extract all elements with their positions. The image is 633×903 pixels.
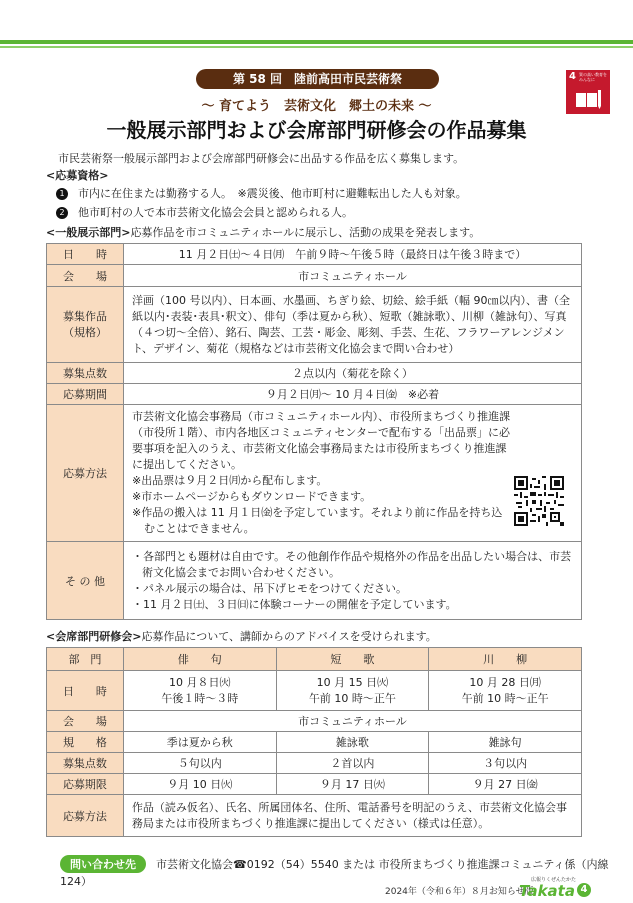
method-line: 市芸術文化協会事務局（市コミュニティホール内）、市役所まちづくり推進課（市役所１階）、市内各地区コミュニティセンターで配布する「出品票」に必要事項を記入のうえ、市芸術文化協会事務局または市役所まちづくり推進課に提出してください。: [132, 410, 511, 471]
column-header: 俳 句: [123, 648, 276, 671]
deadline-cell: ９月 10 日㈫: [123, 774, 276, 795]
other-line: ・パネル展示の場合は、吊下げヒモをつけてください。: [132, 581, 407, 595]
table-row: [47, 753, 582, 774]
contact-tag: 問い合わせ先: [60, 855, 146, 873]
row-label: 応募期限: [47, 774, 124, 795]
exhibition-lead: 応募作品を市コミュニティホールに展示し、活動の成果を発表します。: [130, 226, 481, 239]
table-row: [47, 265, 582, 287]
row-value: ２点以内（菊花を除く）: [124, 363, 582, 384]
method-line: ※作品の搬入は 11 月１日㈮を予定しています。それより前に作品を持ち込むことはできません。: [132, 506, 503, 535]
row-value: [124, 542, 582, 620]
date-cell: [429, 671, 582, 711]
time-line: 午前 10 時〜正午: [461, 691, 549, 705]
row-label: 会 場: [47, 265, 124, 287]
row-label: 募集作品（規格）: [47, 287, 124, 363]
method-cell: 作品（読み仮名）、氏名、所属団体名、住所、電話番号を明記のうえ、市芸術文化協会事務局または市役所まちづくり推進課に提出してください（様式は任意）。: [123, 795, 581, 837]
date-line: 10 月 28 日㈪: [469, 675, 541, 689]
contact-text: 市芸術文化協会☎0192（54）5540 または 市役所まちづくり推進課コミュニティ係（内線124）: [60, 858, 609, 888]
festival-pill: 第 58 回 陸前高田市民芸術祭: [196, 69, 439, 89]
qr-code-icon[interactable]: [514, 476, 564, 526]
column-header: 川 柳: [429, 648, 582, 671]
number-mark-icon: 1: [56, 188, 68, 200]
top-green-stripe: [0, 40, 633, 44]
workshop-table: [46, 647, 582, 837]
row-value: 市コミュニティホール: [124, 265, 582, 287]
table-row: [47, 405, 582, 542]
table-row: [47, 732, 582, 753]
date-line: 10 月 15 日㈫: [316, 675, 389, 689]
spec-cell: 季は夏から秋: [123, 732, 276, 753]
logo-name: Takata: [519, 882, 575, 900]
exhibition-heading: [46, 224, 480, 240]
table-row: [47, 384, 582, 405]
row-label: 日 時: [47, 244, 124, 265]
method-line: ※市ホームページからもダウンロードできます。: [132, 490, 372, 503]
eligibility-heading-text: <応募資格>: [46, 169, 109, 182]
time-line: 午後１時〜３時: [161, 691, 239, 705]
row-value: ９月２日㈪〜 10 月４日㈮ ※必着: [124, 384, 582, 405]
column-header: 部 門: [47, 648, 124, 671]
subtitle: 〜 育てよう 芸術文化 郷土の未来 〜: [201, 99, 432, 114]
count-cell: ２首以内: [276, 753, 429, 774]
exhibition-heading-text: <一般展示部門>: [46, 226, 131, 239]
date-cell: [276, 671, 429, 711]
eligibility-item-text: 他市町村の人で本市芸術文化協会会員と認められる人。: [78, 206, 353, 219]
table-row: [47, 795, 582, 837]
row-label: 募集点数: [47, 753, 124, 774]
other-line: ・各部門とも題材は自由です。その他創作作品や規格外の作品を出品したい場合は、市芸術文化協会までお問い合わせください。: [132, 549, 572, 579]
eligibility-item-1: [56, 185, 467, 201]
spec-cell: 雑詠歌: [276, 732, 429, 753]
count-cell: ５句以内: [123, 753, 276, 774]
row-value: [124, 405, 582, 542]
table-row: [47, 244, 582, 265]
table-row: [47, 287, 582, 363]
table-row: [47, 542, 582, 620]
column-header: 短 歌: [276, 648, 429, 671]
deadline-cell: ９月 17 日㈫: [276, 774, 429, 795]
table-header-row: [47, 648, 582, 671]
takata-logo: [519, 876, 614, 898]
table-row: [47, 774, 582, 795]
eligibility-item-text: 市内に在住または勤務する人。 ※震災後、他市町村に避難転出した人も対象。: [78, 187, 467, 200]
top-band: [0, 0, 633, 46]
table-row: [47, 711, 582, 732]
page-title: 一般展示部門および会席部門研修会の作品募集: [106, 118, 527, 142]
row-label: 応募方法: [47, 795, 124, 837]
workshop-lead: 応募作品について、講師からのアドバイスを受けられます。: [141, 630, 437, 643]
exhibition-table: [46, 243, 582, 620]
sdg-text: 質の高い教育をみんなに: [579, 72, 607, 82]
intro-text: 市民芸術祭一般展示部門および会席部門研修会に出品する作品を広く募集します。: [58, 152, 465, 165]
other-line: ・11 月２日㈯、３日㈰に体験コーナーの開催を予定しています。: [132, 597, 457, 611]
page-number: 4: [577, 883, 591, 897]
eligibility-heading: [46, 167, 108, 183]
workshop-heading-text: <会席部門研修会>: [46, 630, 142, 643]
count-cell: ３句以内: [429, 753, 582, 774]
row-label: そ の 他: [47, 542, 124, 620]
row-value: 洋画（100 号以内）、日本画、水墨画、ちぎり絵、切絵、絵手紙（幅 90㎝以内）、書（全紙以内･表装･表具･釈文）、俳句（季は夏から秋）、短歌（雑詠歌）、川柳（雑詠句）、写真（４つ切〜全倍）、銘石、陶芸、工芸・彫金、彫刻、手芸、生花、フラワーアレンジメント、デザイン、菊花（規格などは市芸術文化協会まで問い合わせ）: [124, 287, 582, 363]
row-label: 募集点数: [47, 363, 124, 384]
venue-cell: 市コミュニティホール: [123, 711, 581, 732]
row-label: 応募方法: [47, 405, 124, 542]
workshop-heading: [46, 628, 437, 644]
eligibility-item-2: [56, 204, 353, 220]
method-line: ※出品票は９月２日㈪から配布します。: [132, 474, 328, 487]
number-mark-icon: 2: [56, 207, 68, 219]
row-label: 会 場: [47, 711, 124, 732]
row-value: 11 月２日㈯〜４日㈪ 午前９時〜午後５時（最終日は午後３時まで）: [124, 244, 582, 265]
date-cell: [123, 671, 276, 711]
top-light-stripe: [0, 46, 633, 48]
table-row: [47, 363, 582, 384]
row-label: 応募期間: [47, 384, 124, 405]
time-line: 午前 10 時〜正午: [308, 691, 396, 705]
deadline-cell: ９月 27 日㈮: [429, 774, 582, 795]
row-label: 日 時: [47, 671, 124, 711]
logo-subtitle: 広報りくぜんたかた: [531, 877, 577, 883]
sdg-number: 4: [569, 71, 576, 82]
row-label: 規 格: [47, 732, 124, 753]
table-row: [47, 671, 582, 711]
spec-cell: 雑詠句: [429, 732, 582, 753]
issue-date: 2024年（令和６年）８月お知らせ版: [385, 887, 534, 897]
date-line: 10 月８日㈫: [168, 675, 231, 689]
